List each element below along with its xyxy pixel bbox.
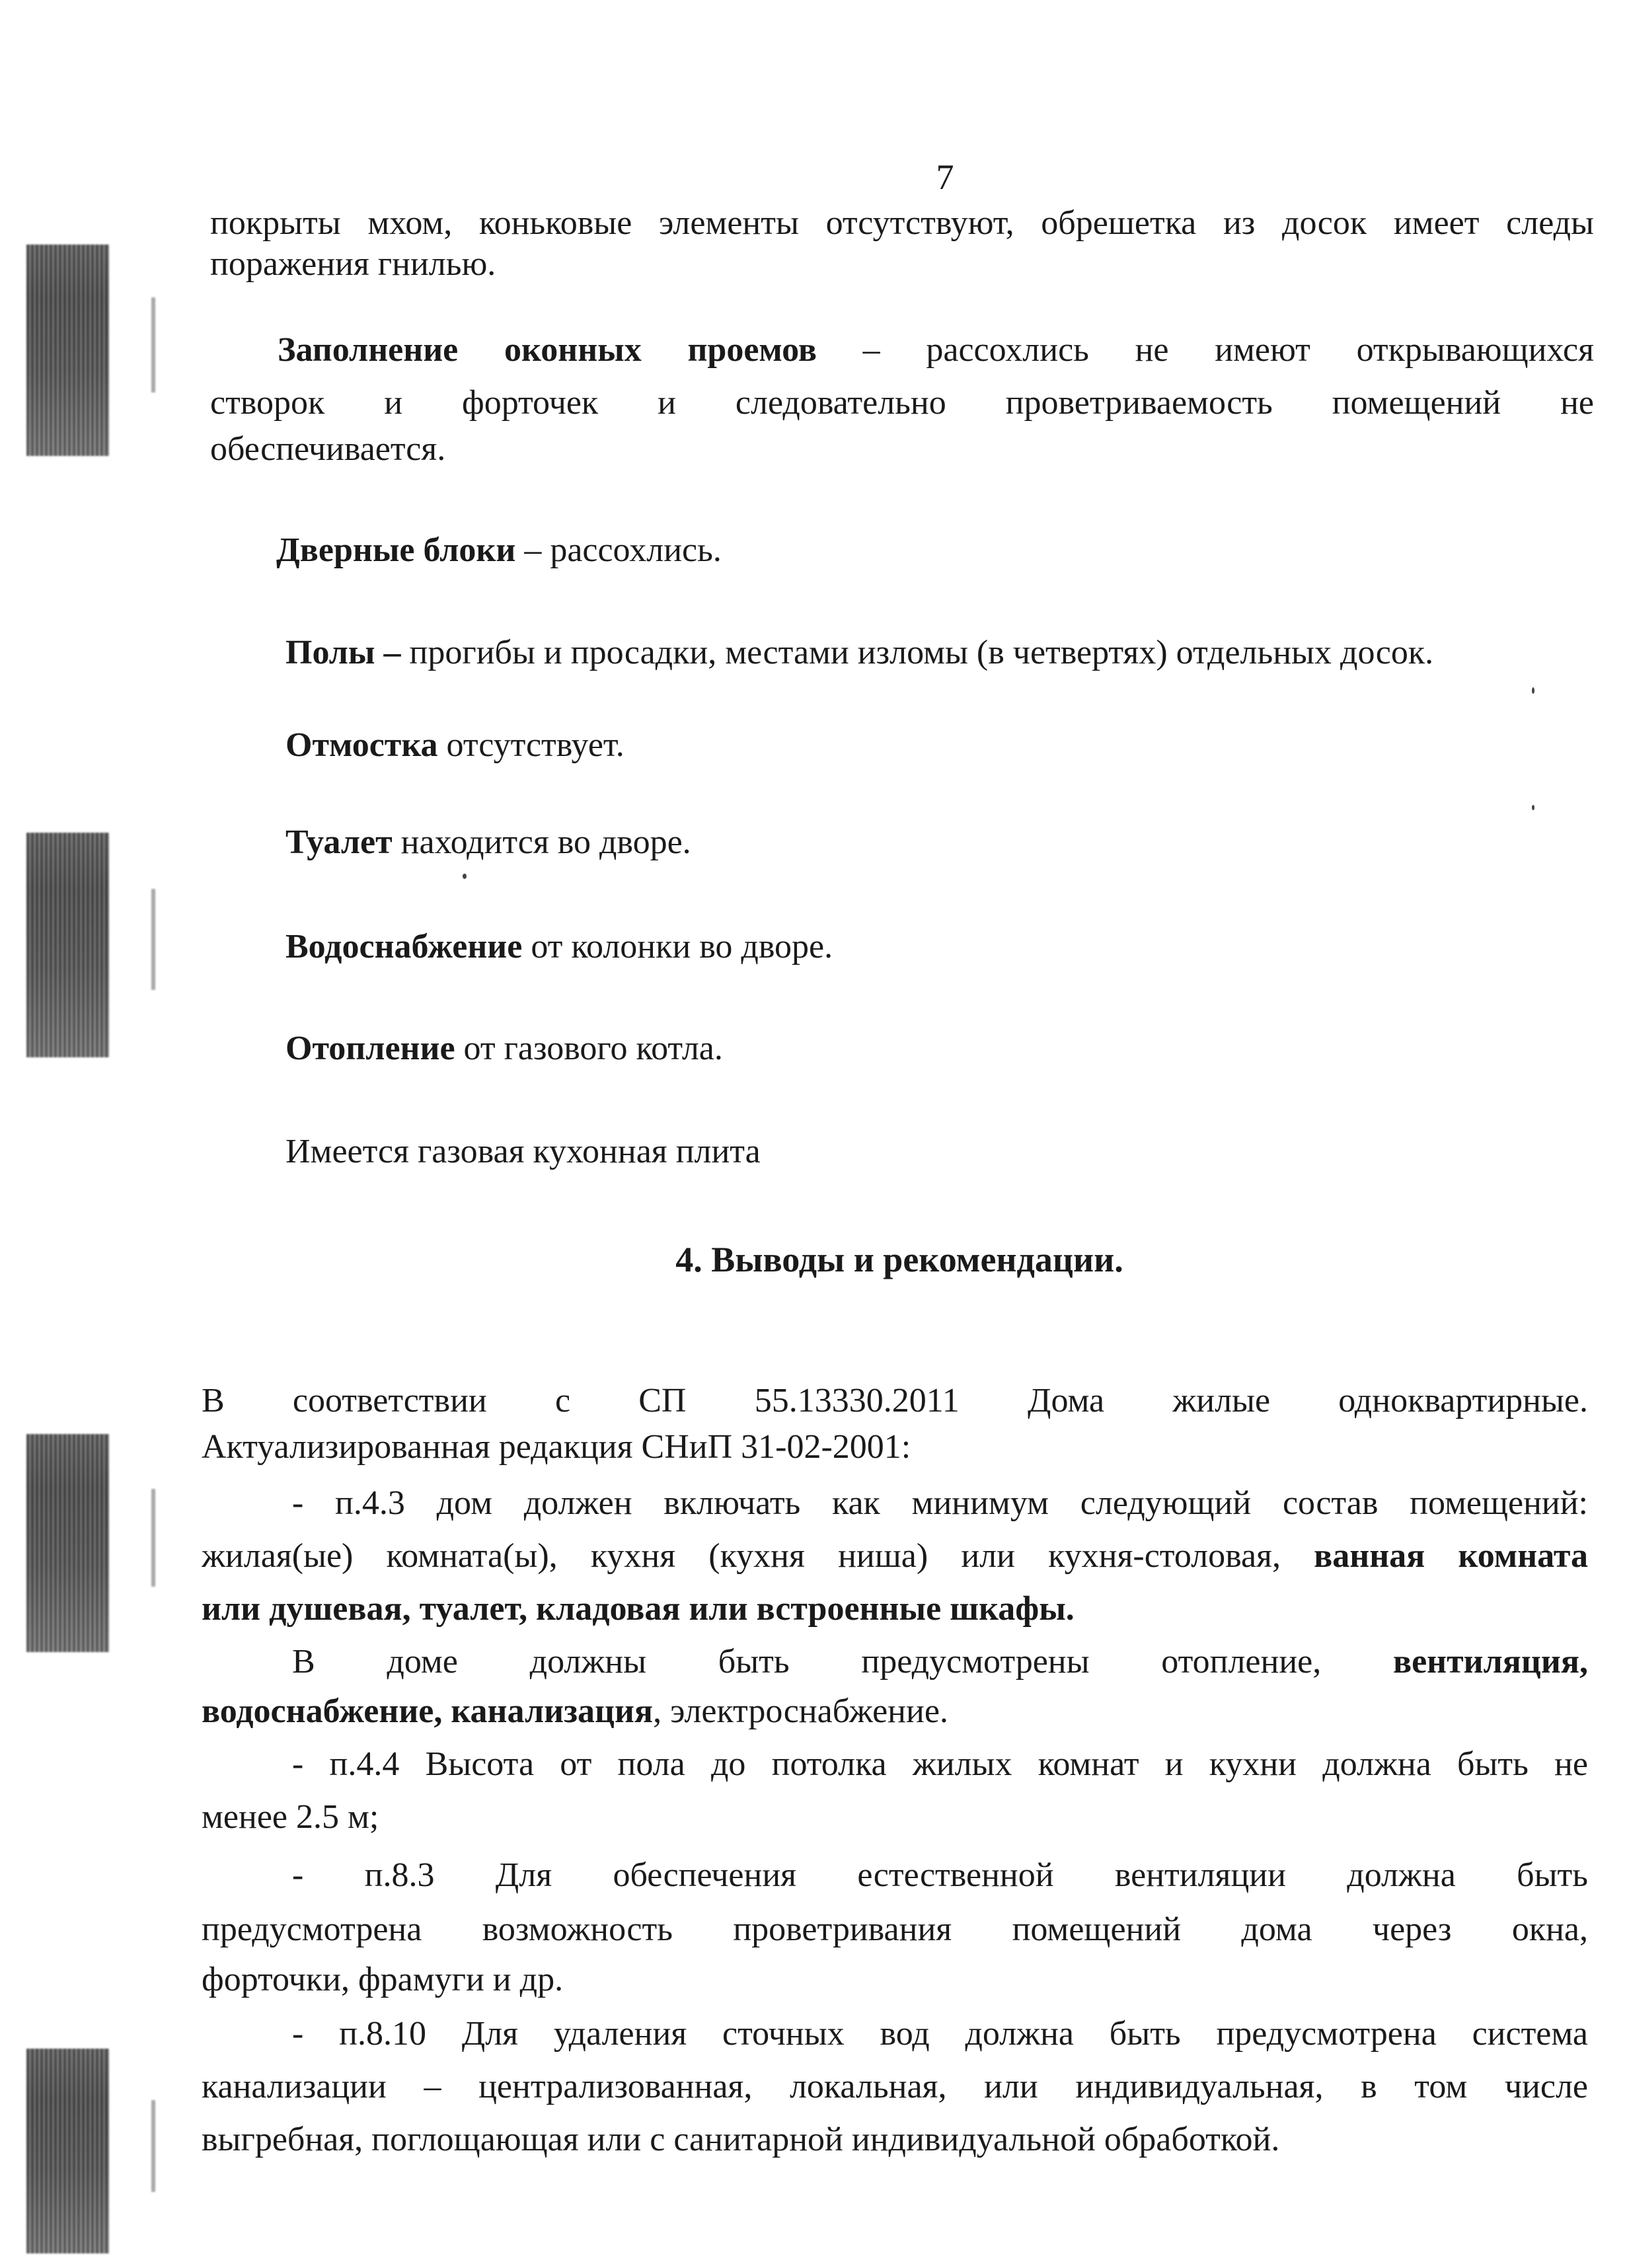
term-doors: Дверные блоки [276,531,516,569]
scan-speck [1532,805,1534,810]
term-heating: Отопление [285,1030,455,1067]
paragraph-doors [276,531,722,570]
house-text-cont: , электроснабжение. [653,1692,948,1730]
paragraph-water [285,927,833,967]
paragraph-blind-area [285,726,624,765]
scan-speck [463,874,467,879]
term-windows: Заполнение оконных проемов [278,331,817,369]
paragraph-heating [285,1029,723,1069]
body-line: менее 2.5 м; [202,1798,379,1836]
body-line: форточки, фрамуги и др. [202,1961,564,1998]
body-line: Актуализированная редакция СНиП 31-02-2001: [202,1428,911,1466]
body-line: выгребная, поглощающая или с санитарной индивидуальной обработкой. [202,2121,1280,2158]
paragraph-toilet [285,823,691,862]
body-line: обеспечивается. [210,430,446,468]
body-line: В соответствии с СП 55.13330.2011 Дома жилые одноквартирные. [202,1382,1588,1419]
house-text: В доме должны быть предусмотрены отопление, [292,1643,1393,1681]
scan-speck [1532,687,1534,694]
toilet-text: находится во дворе. [392,823,691,861]
windows-text: – рассохлись не имеют открывающихся [816,331,1594,369]
term-blind-area: Отмостка [285,726,438,764]
p43-text: жилая(ые) комната(ы), кухня (кухня ниша) или кухня-столовая, [202,1537,1314,1575]
body-line: поражения гнилью. [210,245,496,283]
p43-bold: ванная комната [1314,1537,1588,1575]
page-number: 7 [936,157,954,197]
house-bold-cont: водоснабжение, канализация [202,1692,654,1730]
paragraph-windows-line [278,330,1594,370]
floors-text: прогибы и просадки, местами изломы (в четвертях) отдельных досок. [400,634,1434,671]
body-line: предусмотрена возможность проветривания помещений дома через окна, [202,1910,1588,1948]
body-line: - п.4.3 дом должен включать как минимум следующий состав помещений: [292,1484,1588,1522]
scan-artifact [26,1434,109,1652]
house-bold: вентиляция, [1393,1643,1588,1681]
water-text: от колонки во дворе. [522,928,833,965]
body-line: - п.8.10 Для удаления сточных вод должна быть предусмотрена система [292,2015,1588,2053]
scan-artifact [26,245,109,456]
body-line [292,1642,1588,1682]
p43-bold-cont: или душевая, туалет, кладовая или встроенные шкафы. [202,1590,1075,1628]
scan-artifact [26,833,109,1057]
paragraph-stove: Имеется газовая кухонная плита [285,1133,761,1170]
body-line: - п.8.3 Для обеспечения естественной вентиляции должна быть [292,1856,1588,1894]
paragraph-floors [285,633,1433,673]
blind-area-text: отсутствует. [437,726,624,764]
body-line: створок и форточек и следовательно проветриваемость помещений не [210,384,1594,422]
body-line [202,1589,1075,1629]
body-line [202,1692,948,1731]
doors-text: – рассохлись. [515,531,722,569]
body-line: покрыты мхом, коньковые элементы отсутствуют, обрешетка из досок имеет следы [210,204,1594,242]
body-line [202,1536,1588,1576]
body-line: - п.4.4 Высота от пола до потолка жилых комнат и кухни должна быть не [292,1745,1588,1783]
scan-artifact [26,2049,109,2253]
section-heading: 4. Выводы и рекомендации. [675,1240,1123,1279]
body-line: канализации – централизованная, локальная, или индивидуальная, в том числе [202,2068,1588,2105]
term-toilet: Туалет [285,823,393,861]
heating-text: от газового котла. [455,1030,723,1067]
term-water: Водоснабжение [285,928,523,965]
term-floors: Полы – [285,634,401,671]
